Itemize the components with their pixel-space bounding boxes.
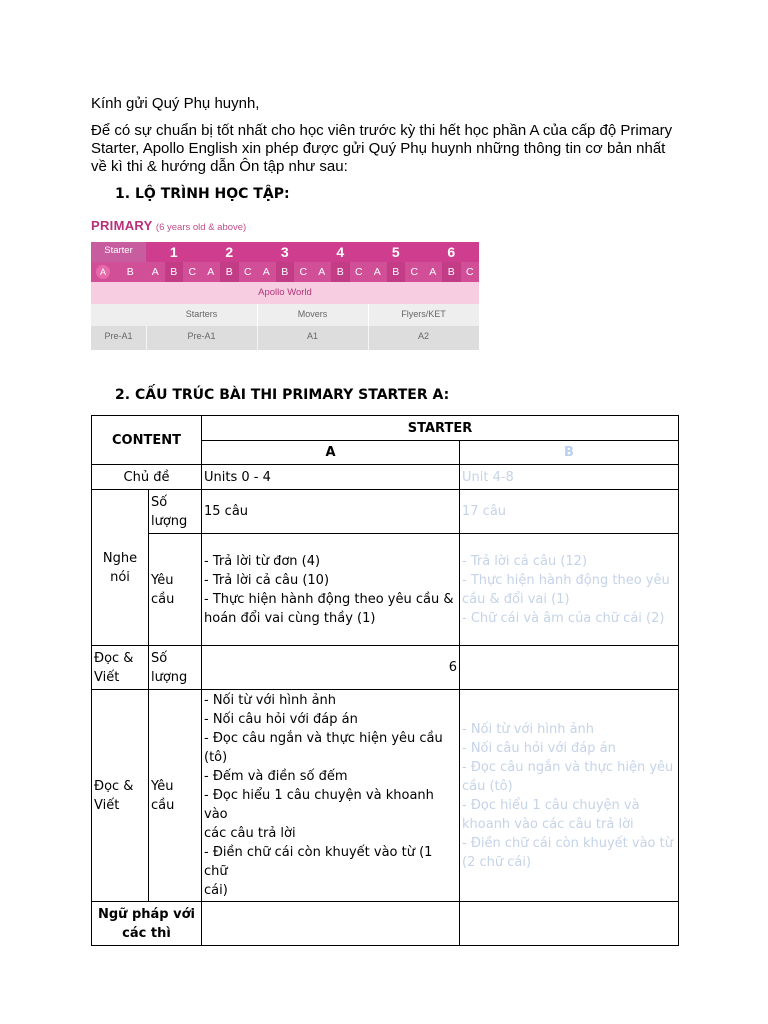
requirement-line: - Đọc câu ngắn và thực hiện yêu [462,759,674,775]
rw-requirement-b [460,690,679,902]
banner-primary-label: PRIMARY [91,218,153,233]
banner-age-label: (6 years old & above) [155,222,247,233]
requirement-line: - Đọc hiểu 1 câu chuyện và khoanh vào [204,788,434,822]
ls-requirement-a [202,534,460,646]
rw-quantity-a: 6 [202,646,460,690]
sublevel: A [429,266,437,278]
sublevel: A [262,266,270,278]
content-header: CONTENT [92,416,202,465]
requirement-line: cái) [204,883,228,898]
requirement-line: hoán đổi vai cùng thầy (1) [204,610,376,626]
grammar-a [202,902,460,946]
ls-requirement-b [460,534,679,646]
cambridge-starters: Starters [146,304,258,326]
intro-line: Để có sự chuẩn bị tốt nhất cho học viên trước kỳ thi hết học phần A của cấp độ Primary [91,122,673,139]
section-heading-2 [115,387,449,403]
requirement-line: - Đọc câu ngắn và thực hiện yêu cầu (tô) [204,731,443,765]
listening-speaking-label: Nghe nói [92,490,149,646]
sublevel: C [410,266,419,278]
requirement-line: - Trả lời cả câu (10) [204,572,330,588]
ls-quantity-b: 17 câu [460,490,679,534]
ls-quantity-a: 15 câu [202,490,460,534]
sublevel: A [151,266,159,278]
grammar-label: Ngữ pháp với các thì [92,902,202,946]
level-roadmap-image [91,218,479,350]
cefr-level: Pre-A1 [91,326,147,350]
level-5: 5 [391,244,400,260]
sublevel: C [465,266,474,278]
column-b-header: B [460,441,679,465]
sublevel: B [387,262,406,282]
section-heading-1 [115,186,290,202]
sublevel: B [331,262,350,282]
sublevel: B [276,262,295,282]
cefr-row [91,326,479,350]
sublevel: C [243,266,252,278]
requirement-line: - Thực hiện hành động theo yêu cầu & [204,591,454,607]
cefr-level: A1 [257,326,369,350]
starter-label: Starter [91,242,146,262]
exam-structure-table [91,415,679,946]
requirement-line: - Nối câu hỏi với đáp án [462,740,616,756]
quantity-label: Số lượng [149,646,202,690]
requirement-line: (2 chữ cái) [462,854,532,870]
intro-line: Starter, Apollo English xin phép được gửi Quý Phụ huynh những thông tin cơ bản nhất [91,140,666,157]
requirement-label: Yêu cầu [149,534,202,646]
sublevel: A [207,266,215,278]
quantity-label: Số lượng [149,490,202,534]
section-number: 2. [115,387,131,403]
level-6: 6 [447,244,456,260]
cefr-level: A2 [417,331,429,341]
requirement-line: - Trả lời cả câu (12) [462,553,588,569]
cambridge-flyers: Flyers/KET [401,309,446,319]
banner-title [91,218,246,238]
intro-paragraph [91,122,672,176]
sublevel: B [165,262,184,282]
sublevel: A [318,266,326,278]
topic-b: Unit 4-8 [460,465,679,490]
requirement-line: - Nối từ với hình ảnh [204,693,337,708]
starter-header: STARTER [202,416,679,441]
level-row [91,242,479,262]
rw-requirement-a [202,690,460,902]
level-3: 3 [280,244,289,260]
section-number: 1. [115,186,131,202]
requirement-line: cầu & đổi vai (1) [462,591,570,607]
requirement-line: - Chữ cái và âm của chữ cái (2) [462,610,665,626]
requirement-line: - Đếm và điền số đếm [204,769,348,784]
sublevel: B [220,262,239,282]
intro-line: về kì thi & hướng dẫn Ôn tập như sau: [91,158,348,175]
requirement-line: - Nối câu hỏi với đáp án [204,712,358,727]
requirement-line: - Đọc hiểu 1 câu chuyện và [462,797,640,813]
sublevel: C [188,266,197,278]
sublevel-row [91,262,479,282]
requirement-line: các câu trả lời [204,826,296,841]
apollo-world-band: Apollo World [91,282,479,304]
level-2: 2 [225,244,234,260]
topic-a: Units 0 - 4 [202,465,460,490]
section-title: LỘ TRÌNH HỌC TẬP: [135,186,290,202]
cefr-level: Pre-A1 [146,326,258,350]
sublevel: A [373,266,381,278]
requirement-line: - Thực hiện hành động theo yêu [462,572,670,588]
level-1: 1 [169,244,178,260]
topic-label: Chủ đề [92,465,202,490]
requirement-line: cầu (tô) [462,778,513,794]
requirement-label: Yêu cầu [149,690,202,902]
starter-b: B [126,266,134,278]
level-4: 4 [336,244,345,260]
cambridge-movers: Movers [257,304,369,326]
requirement-line: - Trả lời từ đơn (4) [204,553,321,569]
requirement-line: - Nối từ với hình ảnh [462,721,595,737]
reading-writing-label: Đọc & Viết [92,646,149,690]
sublevel: B [442,262,461,282]
section-title: CẤU TRÚC BÀI THI PRIMARY STARTER A: [135,387,450,403]
rw-quantity-b [460,646,679,690]
sublevel: C [354,266,363,278]
requirement-line: - Điền chữ cái còn khuyết vào từ [462,835,673,851]
cambridge-row [91,304,479,326]
requirement-line: khoanh vào các câu trả lời [462,816,634,832]
column-a-header: A [202,441,460,465]
greeting: Kính gửi Quý Phụ huynh, [91,95,260,112]
sublevel: C [299,266,308,278]
starter-a-badge: A [96,265,110,279]
grammar-b [460,902,679,946]
requirement-line: - Điền chữ cái còn khuyết vào từ (1 chữ [204,845,433,879]
reading-writing-label: Đọc & Viết [92,690,149,902]
